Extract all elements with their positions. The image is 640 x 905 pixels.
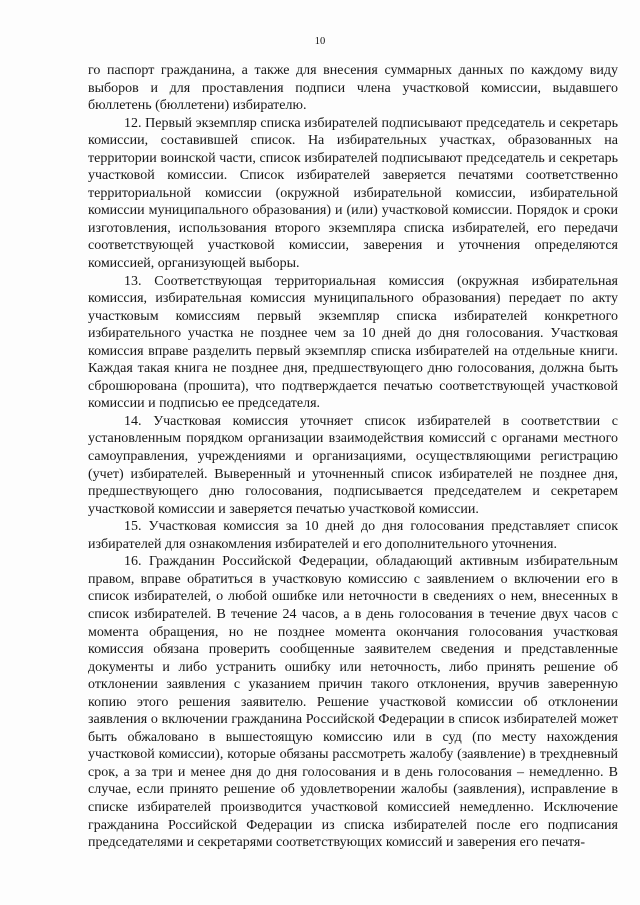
paragraph-item-16: 16. Гражданин Российской Федерации, обладающий активным избирательным правом, вправе обратиться в участковую комиссию с заявлением о включении его в список избирателей, о любой ошибке или неточности в сведениях о нем, внесенных в список избирателей. В течение 24 часов, а в день голосования в течение двух часов с момента обращения, но не позднее момента окончания голосования участковая комиссия обязана проверить сообщенные заявителем сведения и представленные документы и либо устранить ошибку или неточность, либо принять решение об отклонении заявления с указанием причин такого отклонения, вручив заверенную копию этого решения заявителю. Решение участковой комиссии об отклонении заявления о включении гражданина Российской Федерации в список избирателей может быть обжаловано в вышестоящую комиссию или в суд (по месту нахождения участковой комиссии), которые обязаны рассмотреть жалобу (заявление) в трехдневный срок, а за три и менее дня до дня голосования и в день голосования – немедленно. В случае, если принято решение об удовлетворении жалобы (заявления), исправление в списке избирателей производится участковой комиссией немедленно. Исключение гражданина Российской Федерации из списка избирателей после его подписания председателями и секретарями соответствующих комиссий и заверения его печатя- — [88, 554, 618, 851]
paragraph-item-14: 14. Участковая комиссия уточняет список избирателей в соответствии с установленным порядком организации взаимодействия комиссий с органами местного самоуправления, учреждениями и организациями, осуществляющими регистрацию (учет) избирателей. Выверенный и уточненный список избирателей не позднее дня, предшествующего дню голосования, подписывается председателем и секретарем участковой комиссии и заверяется печатью участковой комиссии. — [88, 413, 618, 517]
paragraph-continuation: го паспорт гражданина, а также для внесения суммарных данных по каждому виду выборов и для проставления подписи члена участковой комиссии, выдавшего бюллетень (бюллетени) избирателю. — [88, 63, 618, 114]
paragraph-item-15: 15. Участковая комиссия за 10 дней до дня голосования представляет список избирателей для ознакомления избирателей и его дополнительного уточнения. — [88, 519, 618, 552]
page-number: 10 — [314, 36, 326, 47]
paragraph-item-12: 12. Первый экземпляр списка избирателей подписывают председатель и секретарь комиссии, составившей список. На избирательных участках, образованных на территории воинской части, список избирателей подписывают председатель и секретарь участковой комиссии. Список избирателей заверяется печатями соответственно территориальной комиссии (окружной избирательной комиссии, избирательной комиссии муниципального образования) и (или) участковой комиссии. Порядок и сроки изготовления, использования второго экземпляра списка избирателей, его передачи соответствующей участковой комиссии, заверения и уточнения определяются комиссией, организующей выборы. — [88, 115, 618, 272]
document-body — [88, 62, 618, 852]
paragraph-item-13: 13. Соответствующая территориальная комиссия (окружная избирательная комиссия, избирательная комиссия муниципального образования) передает по акту участковым комиссиям первый экземпляр списка избирателей конкретного избирательного участка не позднее чем за 10 дней до дня голосования. Участковая комиссия вправе разделить первый экземпляр списка избирателей на отдельные книги. Каждая такая книга не позднее дня, предшествующего дню голосования, должна быть сброшюрована (прошита), что подтверждается печатью соответствующей участковой комиссии и подписью ее председателя. — [88, 273, 618, 412]
